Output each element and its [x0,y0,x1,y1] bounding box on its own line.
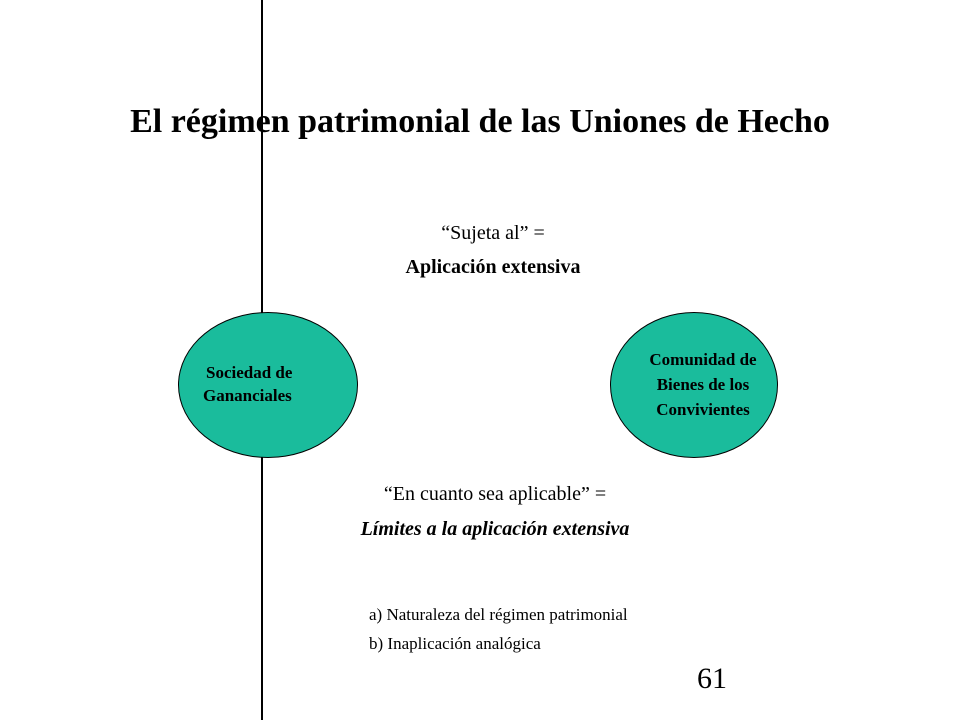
left-node-label [203,361,292,407]
limits-list-item: b) Inaplicación analógica [369,634,541,653]
right-node-label-line2: Bienes de los [656,375,750,394]
left-node-label-line1: Sociedad de [206,363,293,382]
right-node-label-line3: Convivientes [656,400,750,419]
right-node-label-line1: Comunidad de [649,350,757,369]
left-node-label-line2: Gananciales [203,386,292,405]
upper-connector-meaning: Aplicación extensiva [405,256,581,278]
lower-connector-meaning: Límites a la aplicación extensiva [360,518,630,540]
page-number: 61 [697,662,727,695]
limits-list-item: a) Naturaleza del régimen patrimonial [369,605,628,624]
right-node-label [636,347,770,422]
lower-connector-quote: “En cuanto sea aplicable” = [383,483,607,505]
upper-connector-quote: “Sujeta al” = [441,222,545,244]
slide-title: El régimen patrimonial de las Uniones de Hecho [130,103,830,140]
